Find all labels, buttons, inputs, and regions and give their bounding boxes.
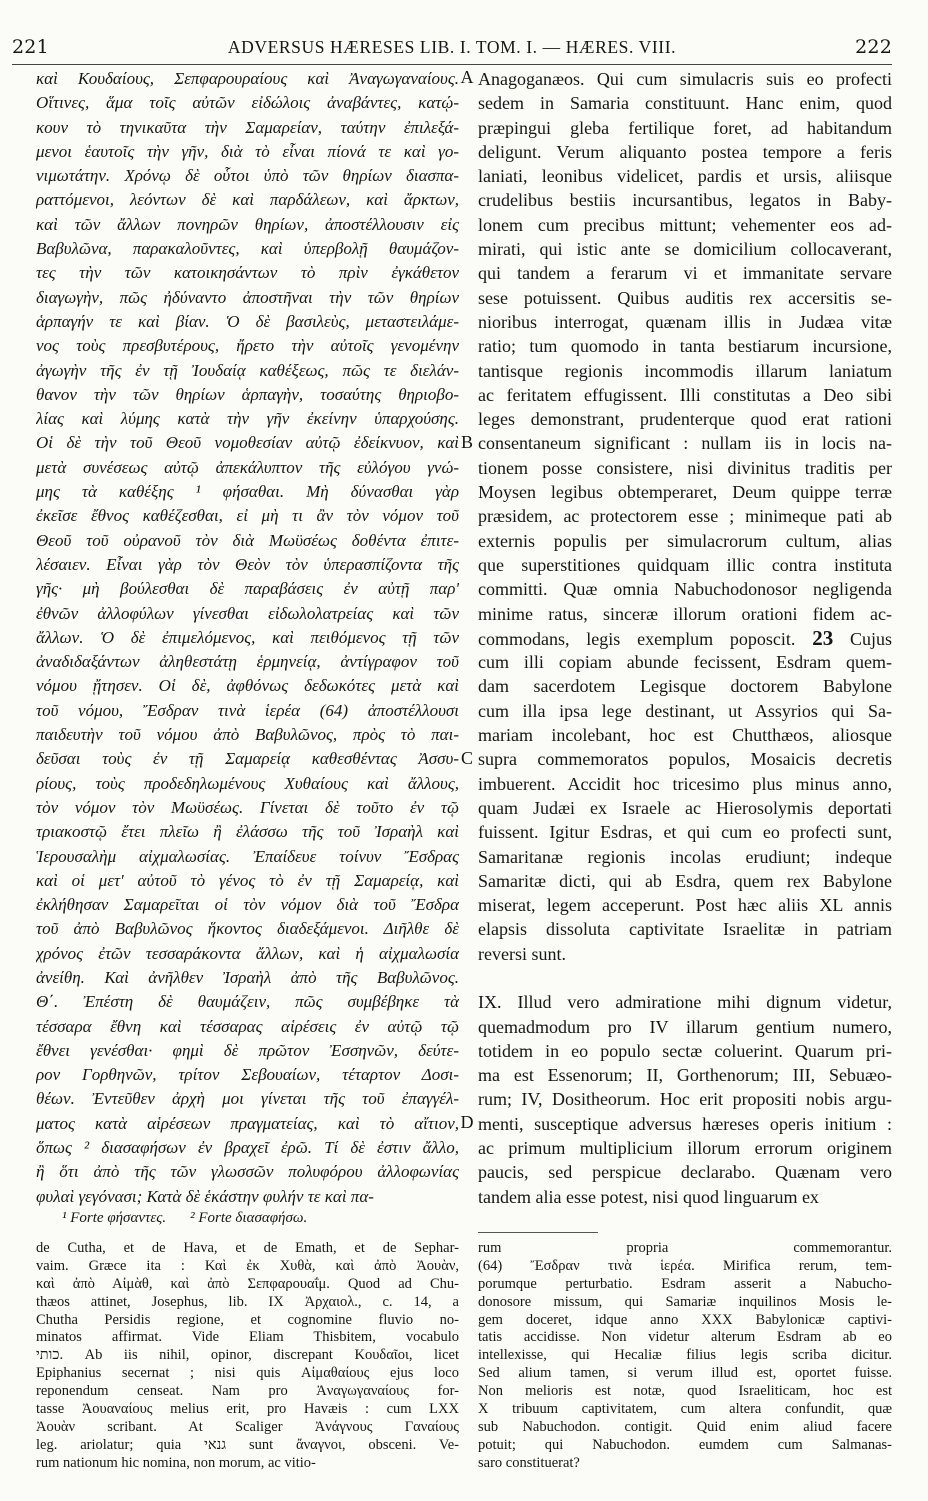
text-line: committi. Quæ omnia Nabuchodonosor negligenda: [478, 579, 892, 600]
text-line: tandem alia esse potest, nisi quod linguarum ex: [478, 1186, 819, 1207]
text-line: Anagoganæos. Qui cum simulacris suis eo profecti: [478, 69, 892, 89]
text-line: ἐθνῶν ἀλλοφύλων γίνεσθαι εἰδωλολατρείας καὶ τῶν: [36, 603, 459, 623]
text-line: καὶ οἱ μετ' αὐτοῦ τὸ γένος τὸ ἐν τῇ Σαμαρείᾳ, καὶ: [36, 870, 459, 890]
text-line: κουν τὸ τηνικαῦτα τὴν Σαμαρείαν, ταύτην ἐπιλεξά-: [36, 117, 459, 137]
text-line: qui tandem a ferarum vi et immanitate servare: [478, 263, 892, 284]
text-line: tantisque regionis incommodis illarum laniatum: [478, 360, 892, 381]
text-line: τέσσαρα ἔθνη καὶ τέσσαρας αἱρέσεις ἐν αὐτῷ τῷ: [36, 1016, 459, 1036]
notes-rule: [478, 1232, 598, 1233]
text-line: rum; IV, Dositheorum. Hoc erit propositi nobis argu-: [478, 1089, 892, 1110]
text-line: leges demonstrant, prudenterque quod erat rationi: [478, 409, 892, 430]
text-line: ρον Γορθηνῶν, τρίτον Σεβουαίων, τέταρτον Δοσι-: [36, 1065, 459, 1085]
text-line: paucis, sed perspicue declarabo. Quænam vero: [478, 1162, 892, 1183]
footnote-1: ¹ Forte φήσαντες.: [62, 1210, 167, 1226]
text-line: ac primum multiplicium illorum errorum originem: [478, 1138, 892, 1159]
text-line: reponendum censeat. Nam pro Ἀναγωγαναίους for-: [36, 1383, 459, 1400]
text-line: νιμωτάτην. Χρόνῳ δὲ οὗτοι ὑπὸ τῶν θηρίων διασπα-: [36, 166, 459, 186]
text-line: Samaritanæ regionis incolas erudiunt; indeque: [478, 846, 892, 867]
text-line: totidem in eo populo sectæ coluerint. Quarum pri-: [478, 1040, 892, 1061]
text-line: [478, 626, 892, 650]
text-line: θανον τὴν τῶν θηρίων ἁρπαγὴν, τοσαύτης θηριοβο-: [36, 384, 459, 404]
text-line: elapsis dissoluta captivitate Israelitæ in patriam: [478, 919, 892, 940]
text-line: καὶ τῶν ἄλλων πονηρῶν θηρίων, ἀποστέλλουσιν εἰς: [36, 214, 459, 234]
text-line: φυλαὶ γεγόνασι; Κατὰ δὲ ἑκάστην φυλήν τε καὶ πα-: [36, 1186, 374, 1206]
text-line: δεῦσαι τοὺς ἐν τῇ Σαμαρείᾳ καθεσθέντας Ἀσσυ-: [36, 749, 459, 769]
text-line: crudelibus bestiis incursantibus, legatos in Baby-: [478, 190, 892, 211]
text-line: fuissent. Igitur Esdras, et qui cum eo profecti sunt,: [478, 822, 892, 843]
text-line: ἄλλων. Ὁ δὲ ἐπιμελόμενος, καὶ πειθόμενος τῇ τῶν: [36, 627, 459, 647]
text-line: mirati, qui istic ante se domicilium collocaverant,: [478, 239, 892, 260]
column-number: 23: [812, 625, 834, 650]
text-line: gem doceret, idque anno XXX Babylonicæ captivi-: [478, 1311, 892, 1328]
text-line: ἁρπαγήν τε καὶ βίαν. Ὁ δὲ βασιλεὺς, μεταστειλάμε-: [36, 311, 459, 331]
text-line: præsidem, ac protectorem esse ; minimeque pati ab: [478, 506, 892, 527]
text-line: saro constituerat?: [478, 1454, 580, 1471]
text-line: leg. ariolatur; quia גנאי sunt ἄναγνοι, obsceni. Ve-: [36, 1436, 459, 1453]
text-line: Sed alium tamen, si verum illud est, oportet fuisse.: [478, 1365, 892, 1382]
text-line: ἢ ὅτι ἀπὸ τῆς τῶν γλωσσῶν πολυφόρου ἀλλοφωνίας: [36, 1162, 459, 1182]
text-line: nioribus interrogat, quænam illis in Judæa vitæ: [478, 311, 892, 332]
page-number-left: 221: [12, 36, 49, 58]
text-line: καὶ ἀπὸ Αἰμὰθ, καὶ ἀπὸ Σεπφαρουαΐμ. Quod ad Chu-: [36, 1275, 459, 1292]
text-line: μετὰ συνέσεως αὐτῷ ἀπεκάλυπτον τῆς εὐλόγου γνώ-: [36, 457, 459, 477]
text-line: (64) Ἔσδραν τινὰ ἱερέα. Mirifica rerum, tem-: [478, 1257, 892, 1274]
text-line: minatos affirmat. Vide Eliam Thisbitem, vocabulo: [36, 1329, 459, 1346]
text-line: νόμου ᾔτησεν. Οἱ δὲ, ἀφθόνως δεδωκότες μετὰ καὶ: [36, 676, 459, 696]
text-line: ratio; tum quomodo in tanta bestiarum incursione,: [478, 336, 892, 357]
text-line: IX. Illud vero admiratione mihi dignum videtur,: [478, 992, 892, 1013]
text-line: quemadmodum pro IV illarum gentium numero,: [478, 1016, 892, 1037]
margin-marker-c: C: [460, 748, 473, 768]
text-line: præpingui gleba fertilique foret, ad habitandum: [478, 117, 892, 138]
text-line: ἀναδιδαξάντων ἀληθεστάτῃ ἑρμηνείᾳ, ἀντίγραφον τοῦ: [36, 652, 459, 672]
notes-left-column: [36, 1240, 459, 1473]
text-line: tionem posse consistere, nisi divinitus traditis per: [478, 457, 892, 478]
text-segment: commodans, legis exemplum poposcit.: [478, 628, 796, 649]
greek-footnotes: [62, 1210, 482, 1227]
text-line: sese potuissent. Quibus auditis rex accersitis se-: [478, 287, 892, 308]
text-line: consentaneum significant : nullam iis in locis na-: [478, 433, 892, 454]
text-line: supra commemoratos populos, Mosaicis decretis: [478, 749, 892, 770]
text-line: cum illi copiam abunde fecissent, Esdram quem-: [478, 652, 892, 673]
text-line: ὅπως ² διασαφήσων ἐν βραχεῖ ἐρῶ. Τί δὲ ἐστιν ἄλλο,: [36, 1138, 459, 1158]
text-line: כותי. Ab iis nihil, opinor, discrepant Κουδαῖοι, licet: [36, 1347, 459, 1364]
text-line: Epiphanius secernat ; nisi quis Αἰμαθαίους ejus loco: [36, 1365, 459, 1382]
margin-marker-a: A: [460, 67, 474, 87]
text-line: τὸν νόμον τὸν Μωϋσέως. Γίνεται δὲ τοῦτο ἐν τῷ: [36, 797, 459, 817]
text-line: intellexisse, qui Hecaliæ filius legis scriba dicitur.: [478, 1347, 892, 1364]
text-line: laniati, leonibus videlicet, pardis et ursis, aliisque: [478, 166, 892, 187]
text-line: deligunt. Verum aliquanto postea tempore a feris: [478, 141, 892, 162]
text-line: μενοι ἑαυτοῖς τὴν γῆν, διὰ τὸ εἶναι πίονά τε καὶ γο-: [36, 141, 459, 161]
text-line: διαγωγὴν, πῶς ἠδύναντο ἀποστῆναι τὴν τῶν θηρίων: [36, 287, 459, 307]
text-line: ma est Essenorum; II, Gorthenorum; III, Sebuæo-: [478, 1065, 892, 1086]
text-line: tatis accidisse. Non videtur alterum Esdram ab eo: [478, 1329, 892, 1346]
text-line: τες τὴν τῶν κατοικησάντων τὸ πρὶν ἐγκάθετον: [36, 263, 459, 283]
text-line: ἔθνει γενέσθαι· φημὶ δὲ πρῶτον Ἐσσηνῶν, δεύτε-: [36, 1040, 459, 1060]
text-line: dam sacerdotem Legisque doctorem Babylone: [478, 676, 892, 697]
text-line: tasse Ἀουαναίους melius erit, pro Havæis : cum LXX: [36, 1401, 459, 1418]
text-line: γῆς· μὴ βούλεσθαι δὲ παραβάσεις ἐν αὐτῇ παρ': [36, 579, 459, 599]
text-line: mariam incolebant, hoc est Chutthæos, aliosque: [478, 725, 892, 746]
text-line: sedem in Samaria constituunt. Hanc enim, quod: [478, 93, 892, 114]
text-line: imbuerent. Accidit hoc tricesimo plus minus anno,: [478, 773, 892, 794]
running-title: ADVERSUS HÆRESES LIB. I. TOM. I. — HÆRES. VIII.: [227, 37, 677, 57]
text-line: ρίους, τοὺς προδεδηλωμένους Χυθαίους καὶ ἄλλους,: [36, 773, 459, 793]
text-line: que superstitiones quidquam illic contra instituta: [478, 554, 892, 575]
text-line: quam Judæi ex Israele ac Hierosolymis deportati: [478, 797, 892, 818]
text-segment: Cujus: [850, 628, 892, 649]
page-number-right: 222: [855, 36, 892, 58]
text-line: Βαβυλῶνα, παρακαλοῦντες, καὶ ὑπερβολῇ θαυμάζον-: [36, 239, 459, 259]
text-line: externis populis per simulacrorum cultum, alias: [478, 530, 892, 551]
text-line: ἀγωγὴν τῆς ἐν τῇ Ἰουδαίᾳ καθέξεως, πῶς τε διελάν-: [36, 360, 459, 380]
text-line: καὶ Κουδαίους, Σεπφαρουραίους καὶ Ἀναγωγαναίους.: [36, 69, 459, 88]
text-line: porumque perturbatio. Esdram asserit a Nabucho-: [478, 1275, 892, 1292]
text-line: Non melioris est notæ, quod Israeliticam, hoc est: [478, 1383, 892, 1400]
text-line: μης τὰ καθέξης ¹ φήσαθαι. Μὴ δύνασθαι γὰρ: [36, 482, 459, 502]
text-line: ἐκλήθησαν Σαμαρεῖται οἱ τὸν νόμον διὰ τοῦ Ἔσδρα: [36, 895, 459, 915]
text-line: minime ratus, sinceræ illorum orationi fidem ac-: [478, 603, 892, 624]
text-line: de Cutha, et de Hava, et de Emath, et de Sephar-: [36, 1240, 459, 1256]
text-line: ἐκεῖσε ἔθνος καθέζεσθαι, εἰ μὴ τι ἂν τὸν νόμον τοῦ: [36, 506, 459, 526]
greek-column: [36, 67, 459, 1209]
margin-marker-d: D: [460, 1112, 474, 1132]
latin-column: [478, 67, 892, 1209]
text-line: νος τοὺς πρεσβυτέρους, ἤρετο τὴν αὐτοῖς γενομένην: [36, 336, 459, 356]
text-line: Οἵτινες, ἅμα τοῖς αὐτῶν εἰδώλοις ἀναβάντες, κατῴ-: [36, 93, 459, 113]
text-line: Οἱ δὲ τὴν τοῦ Θεοῦ νομοθεσίαν αὐτῷ ἐδείκνυον, καὶ: [36, 433, 459, 453]
page-header: [12, 36, 892, 66]
text-line: X tribuum captivitatem, cum altera confundit, quæ: [478, 1401, 892, 1418]
text-line: menti, susceptique adversus hæreses operis initium :: [478, 1113, 892, 1134]
text-line: ματος κατὰ αἱρέσεων πραγματείας, καὶ τὸ αἴτιον,: [36, 1113, 459, 1133]
text-line: τοῦ νόμου, Ἔσδραν τινὰ ἱερέα (64) ἀποστέλλουσι: [36, 700, 459, 720]
paragraph-gap: [478, 966, 892, 990]
text-line: Θεοῦ τοῦ οὐρανοῦ τὸν διὰ Μωϋσέως δοθέντα ἐπιτε-: [36, 530, 459, 550]
text-line: χρόνος ἐτῶν τεσσαράκοντα ἄλλων, καὶ ἡ αἰχμαλωσία: [36, 943, 459, 963]
text-line: Ἀουὰν scribant. At Scaliger Ἀνάγνους Γαναίους: [36, 1418, 459, 1435]
text-line: ἀνείθη. Καὶ ἀνῆλθεν Ἰσραὴλ ἀπὸ τῆς Βαβυλῶνος.: [36, 967, 459, 987]
text-line: rum nationum hic nomina, non morum, ac vitio-: [36, 1454, 316, 1471]
text-line: Ἱερουσαλὴμ αἰχμαλωσίας. Ἐπαίδευε τοίνυν Ἔσδρας: [36, 846, 459, 866]
text-line: cum illa ipsa lege destinant, ut Assyrios qui Sa-: [478, 700, 892, 721]
text-line: rum propria commemorantur.: [478, 1240, 892, 1256]
text-line: Chutha Persidis regione, et cognomine fluvio no-: [36, 1311, 459, 1328]
text-line: miserat, legem acceperunt. Post hæc aliis XL annis: [478, 895, 892, 916]
text-line: sub Nabuchodon. contigit. Quid enim aliud facere: [478, 1418, 892, 1435]
text-line: reversi sunt.: [478, 943, 566, 964]
header-rule: [12, 64, 892, 65]
margin-marker-b: B: [460, 432, 473, 452]
text-line: Samaritæ dicti, qui ab Esdra, quem rex Babylone: [478, 870, 892, 891]
text-line: vaim. Græce ita : Καὶ ἐκ Χυθὰ, καὶ ἀπὸ Ἀουὰν,: [36, 1257, 459, 1274]
footnote-2: ² Forte διασαφήσω.: [190, 1210, 308, 1226]
text-line: ραττόμενοι, λεόντων δὲ καὶ παρδάλεων, καὶ ἄρκτων,: [36, 190, 459, 210]
text-line: λέσαιεν. Εἶναι γὰρ τὸν Θεὸν τὸν ὑπερασπίζοντα τῆς: [36, 554, 459, 574]
text-line: thæos attinet, Josephus, lib. IX Ἀρχαιολ., c. 14, a: [36, 1293, 459, 1310]
notes-right-column: [478, 1240, 892, 1473]
text-line: τριακοστῷ ἔτει πλεῖω ἢ ἐλάσσω τῆς τοῦ Ἰσραὴλ καὶ: [36, 822, 459, 842]
text-line: τοῦ ἀπὸ Βαβυλῶνος ἥκοντος διαδεξάμενοι. Διῆλθε δὲ: [36, 919, 459, 939]
text-line: ac feritatem effugissent. Illi constitutas a Deo sibi: [478, 384, 892, 405]
text-line: donosore missum, qui Samariæ inquilinos Mosis le-: [478, 1293, 892, 1310]
text-line: potuit; qui Nabuchodon. eumdem cum Salmanas-: [478, 1436, 892, 1453]
text-line: παιδευτὴν τοῦ νόμου ἀπὸ Βαβυλῶνος, πρὸς τὸ παι-: [36, 725, 459, 745]
text-line: Θ΄. Ἐπέστη δὲ θαυμάζειν, πῶς συμβέβηκε τὰ: [36, 992, 459, 1012]
text-line: Moysen legibus obtemperaret, Deum quippe terræ: [478, 482, 892, 503]
text-line: λίας καὶ λύμης κατὰ τὴν γῆν ἐκείνην ὑπαρχούσης.: [36, 409, 459, 429]
text-line: lonem cum precibus mittunt; vehementer eos ad-: [478, 214, 892, 235]
text-line: θέων. Ἐντεῦθεν ἀρχὴ μοι γίνεται τῆς τοῦ ἐπαγγέλ-: [36, 1089, 459, 1109]
